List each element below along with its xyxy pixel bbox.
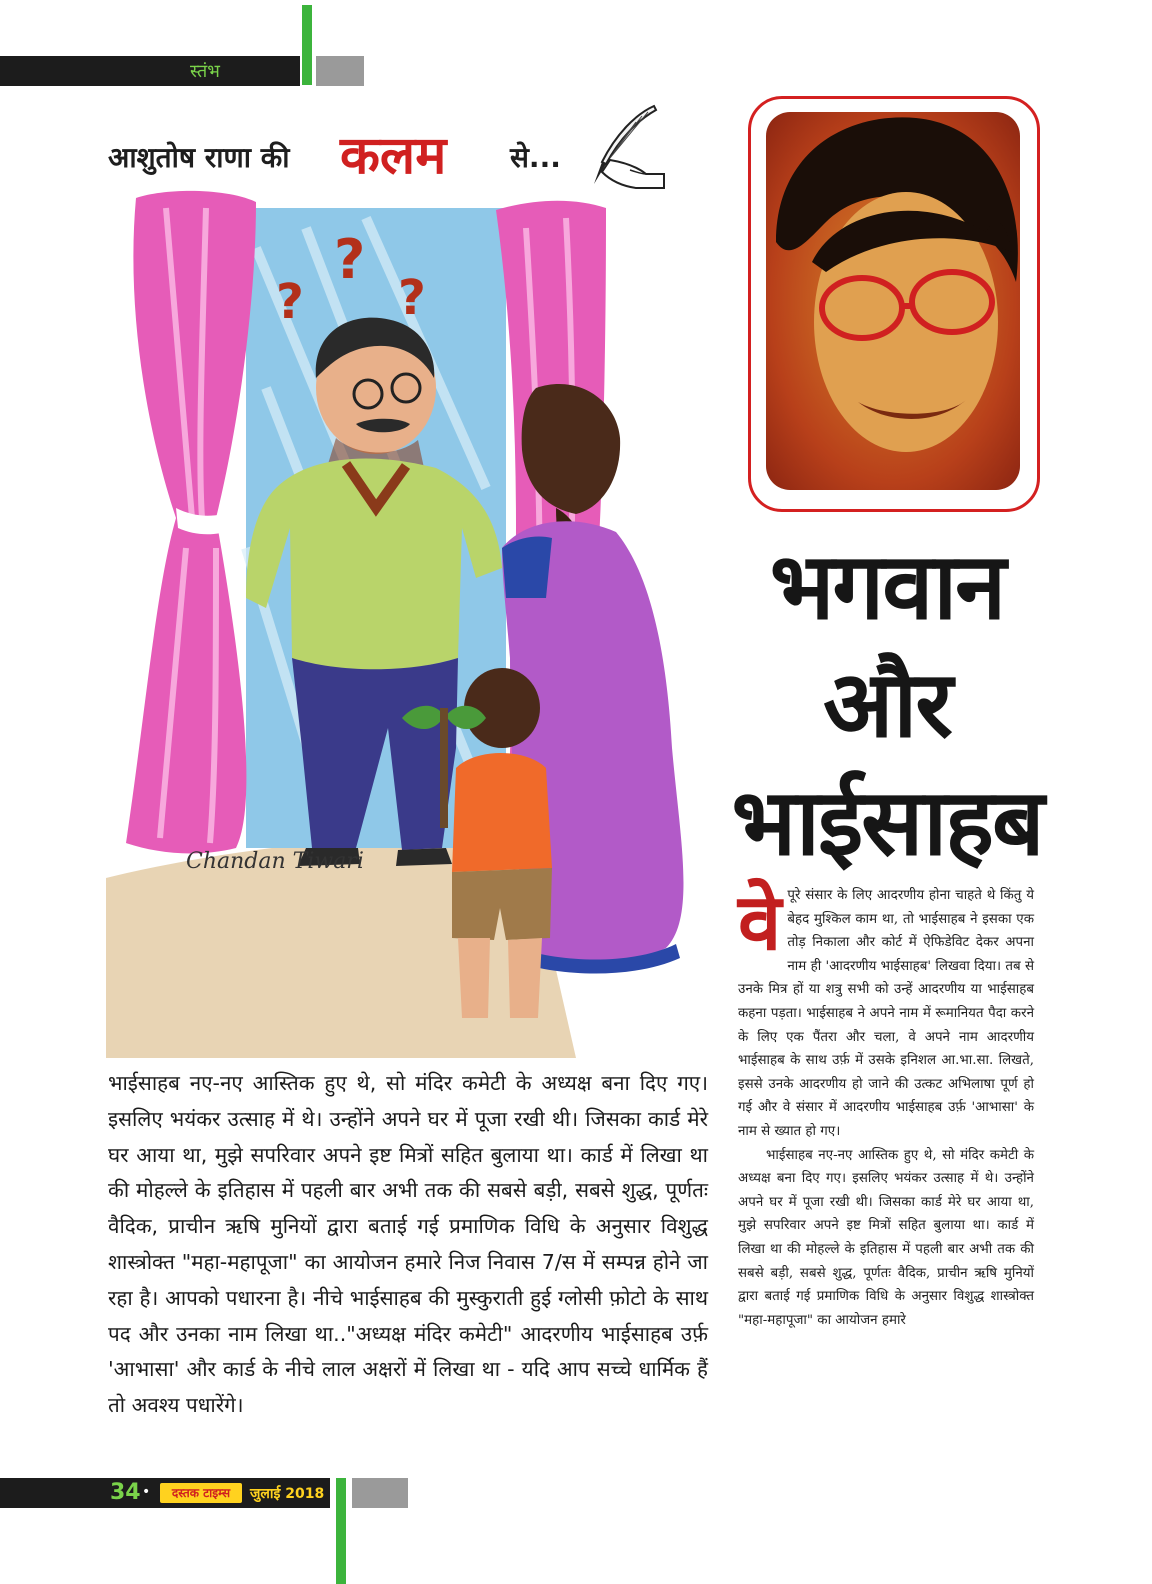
footer-green-rule [336, 1478, 346, 1584]
right-paragraph-1: पूरे संसार के लिए आदरणीय होना चाहते थे किंतु ये बेहद मुश्किल काम था, तो भाईसाहब ने इसका एक तोड़ निकाला और कोर्ट में ऐफिडेविट देकर अपना नाम ही 'आदरणीय भाईसाहब' लिखवा दिया। तब से उनके मित्र हों या शत्रु सभी को उन्हें आदरणीय या भाईसाहब कहना पड़ता। भाईसाहब ने अपने नाम में रूमानियत पैदा करने के लिए एक पैंतरा और चला, वे अपने नाम आदरणीय भाईसाहब के साथ उर्फ़ में उसके इनिशल आ.भा.सा. लिखते, इससे उनके आदरणीय हो जाने की उत्कट अभिलाषा पूर्ण हो गई और वे संसार में आदरणीय भाईसाहब उर्फ़ 'आभासा' के नाम से ख्यात हो गए। [738, 888, 1034, 1139]
header-green-rule [302, 5, 312, 85]
drop-cap: वे [738, 878, 782, 968]
question-mark: ? [276, 274, 304, 330]
footer-bullet: • [142, 1484, 151, 1500]
author-photo [766, 112, 1020, 490]
artist-signature: Chandan Tiwari [186, 849, 364, 874]
question-mark: ? [334, 228, 366, 291]
headline-line-2: और [823, 651, 951, 758]
header-gray-block [316, 56, 364, 86]
right-column-text [738, 878, 1034, 1332]
section-label: स्तंभ [190, 61, 220, 82]
article-headline [722, 528, 1052, 882]
right-paragraph-2: भाईसाहब नए-नए आस्तिक हुए थे, सो मंदिर कमेटी के अध्यक्ष बना दिए गए। इसलिए भयंकर उत्साह में थे। उन्होंने अपने घर में पूजा रखी थी। जिसका कार्ड मेरे घर आया था, मुझे सपरिवार अपने इष्ट मित्रों सहित बुलाया था। कार्ड में लिखा था की मोहल्ले के इतिहास में पहली बार अभी तक की सबसे बड़ी, सबसे शुद्ध, पूर्णतः वैदिक, प्राचीन ऋषि मुनियों द्वारा बताई गई प्रमाणिक विधि के अनुसार विशुद्ध शास्त्रोक्त "महा-महापूजा" का आयोजन हमारे [738, 1147, 1034, 1328]
magazine-logo: दस्तक टाइम्स [160, 1483, 242, 1503]
footer-gray-block [352, 1478, 408, 1508]
section-header-bar [0, 56, 300, 86]
quill-pen-icon [576, 100, 672, 196]
page-number: 34 [110, 1480, 141, 1505]
question-mark: ? [398, 270, 426, 326]
headline-line-1: भगवान [769, 533, 1005, 640]
left-body-text: भाईसाहब नए-नए आस्तिक हुए थे, सो मंदिर कमेटी के अध्यक्ष बना दिए गए। इसलिए भयंकर उत्साह में थे। उन्होंने अपने घर में पूजा रखी थी। जिसका कार्ड मेरे घर आया था, मुझे सपरिवार अपने इष्ट मित्रों सहित बुलाया था। कार्ड में लिखा था की मोहल्ले के इतिहास में पहली बार अभी तक की सबसे बड़ी, सबसे शुद्ध, पूर्णतः वैदिक, प्राचीन ऋषि मुनियों द्वारा बताई गई प्रमाणिक विधि के अनुसार विशुद्ध शास्त्रोक्त "महा-महापूजा" का आयोजन हमारे निज निवास 7/स में सम्पन्न होने जा रहा है। आपको पधारना है। नीचे भाईसाहब की मुस्कुराती हुई ग्लोसी फ़ोटो के साथ पद और उनका नाम लिखा था.."अध्यक्ष मंदिर कमेटी" आदरणीय भाईसाहब उर्फ़ 'आभासा' और कार्ड के नीचे लाल अक्षरों में लिखा था - यदि आप सच्चे धार्मिक हैं तो अवश्य पधारेंगे। [108, 1071, 708, 1418]
byline-suffix: से... [510, 141, 561, 174]
cartoon-illustration [106, 188, 710, 1058]
headline-line-3: भाईसाहब [731, 769, 1043, 876]
byline-highlight: कलम [340, 126, 447, 186]
byline-prefix: आशुतोष राणा की [108, 141, 290, 174]
issue-date: जुलाई 2018 [250, 1486, 325, 1502]
